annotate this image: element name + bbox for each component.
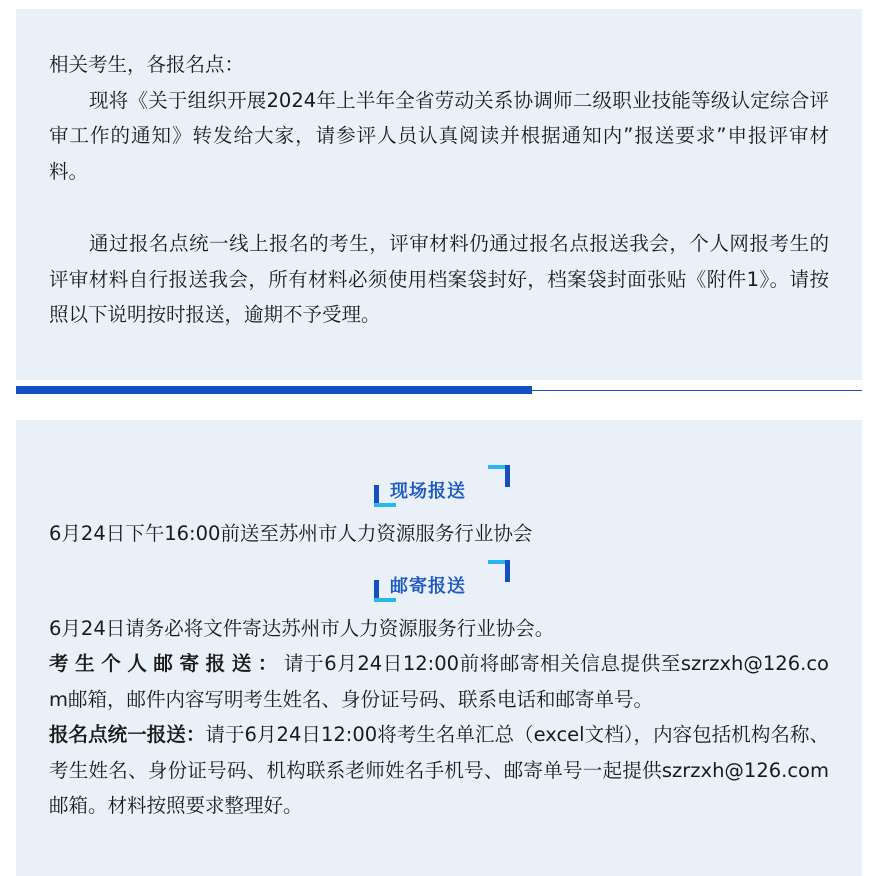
mail-heading-badge <box>364 558 514 608</box>
greeting: 相关考生，各报名点： <box>49 53 245 76</box>
intro-panel <box>16 9 862 380</box>
onsite-heading: 现场报送 <box>390 481 466 502</box>
mail-personal-paragraph <box>49 646 829 717</box>
mail-heading: 邮寄报送 <box>390 575 466 597</box>
corner-bracket-icon <box>488 560 510 582</box>
submission-panel <box>16 420 862 876</box>
onsite-text: 6月24日下午16:00前送至苏州市人力资源服务行业协会 <box>49 522 533 545</box>
mail-group-paragraph <box>49 717 829 824</box>
onsite-heading-badge <box>364 463 514 513</box>
section-divider <box>16 385 862 395</box>
mail-group-text: 请于6月24日12:00将考生名单汇总（excel文档），内容包括机构名称、考生姓名、身份证号码、机构联系老师姓名手机号、邮寄单号一起提供szrzxh@126.com邮箱。材料按照要求整理好。 <box>49 723 829 817</box>
intro-paragraph-1: 现将《关于组织开展2024年上半年全省劳动关系协调师二级职业技能等级认定综合评审工作的通知》转发给大家，请参评人员认真阅读并根据通知内”报送要求”申报评审材料。 <box>49 88 829 183</box>
mail-personal-label: 考生个人邮寄报送： <box>49 652 284 675</box>
mail-text: 6月24日请务必将文件寄达苏州市人力资源服务行业协会。 <box>49 616 555 640</box>
corner-bracket-icon <box>488 465 510 487</box>
intro-paragraph-2: 通过报名点统一线上报名的考生，评审材料仍通过报名点报送我会，个人网报考生的评审材料自行报送我会，所有材料必须使用档案袋封好，档案袋封面张贴《附件1》。请按照以下说明按时报送，逾期不予受理。 <box>49 232 829 326</box>
mail-group-label: 报名点统一报送： <box>49 723 206 746</box>
mail-personal-text: 请于6月24日12:00前将邮寄相关信息提供至szrzxh@126.com邮箱，邮件内容写明考生姓名、身份证号码、联系电话和邮寄单号。 <box>49 652 829 711</box>
